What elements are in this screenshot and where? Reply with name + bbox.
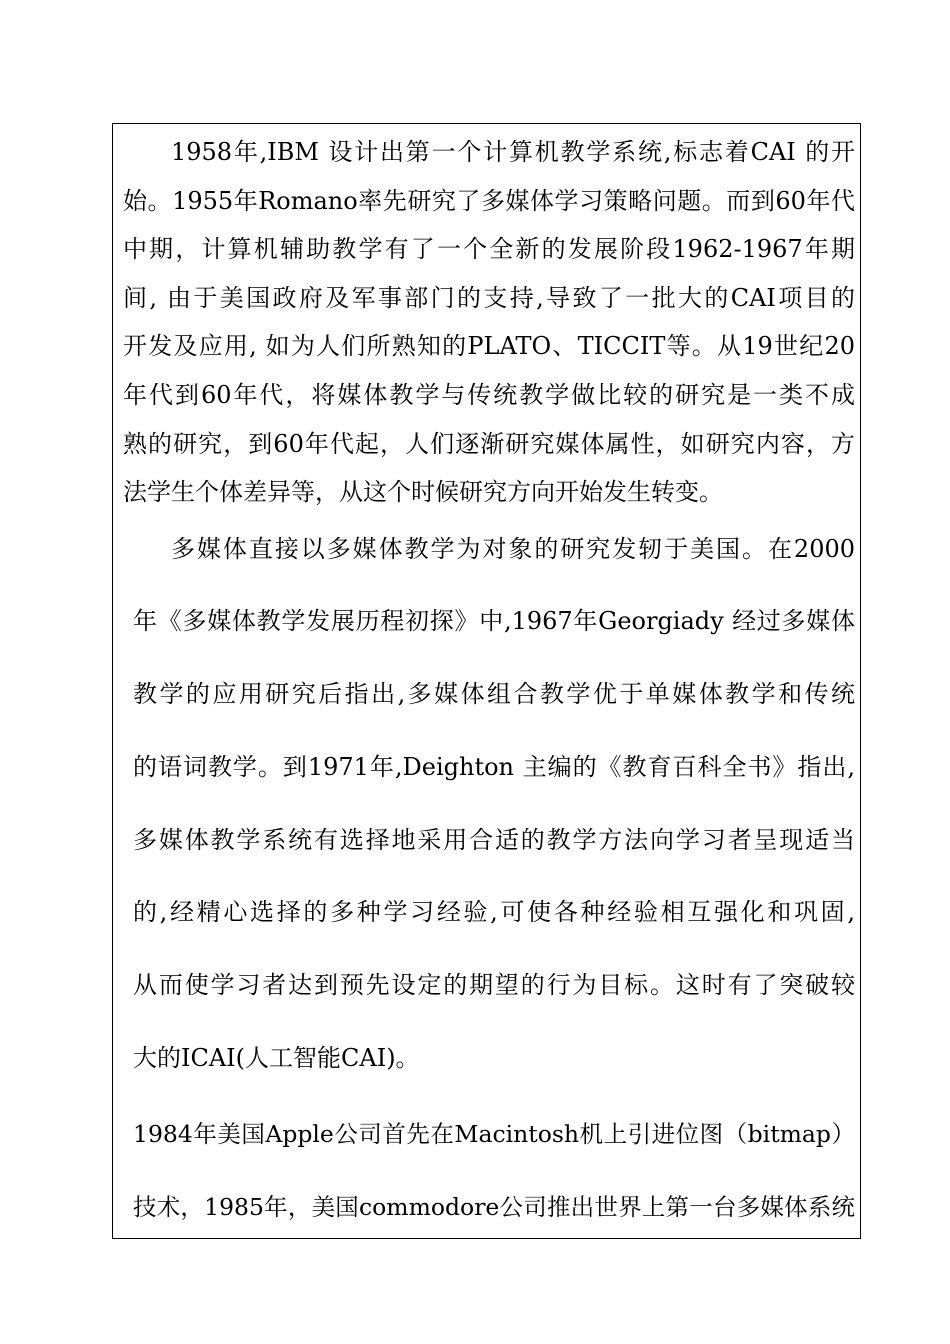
paragraph-1-line-5: 开发及应用, 如为人们所熟知的PLATO、TICCIT等。从19世纪20 bbox=[123, 332, 855, 360]
paragraph-1-line-8: 法学生个体差异等，从这个时候研究方向开始发生转变。 bbox=[123, 478, 723, 506]
text-frame bbox=[112, 123, 861, 1239]
paragraph-2-line-2: 年《多媒体教学发展历程初探》中,1967年Georgiady 经过多媒体 bbox=[133, 607, 855, 635]
paragraph-2-line-6: 的,经精心选择的多种学习经验,可使各种经验相互强化和巩固, bbox=[133, 898, 855, 926]
paragraph-1-line-1: 1958年,IBM 设计出第一个计算机教学系统,标志着CAI 的开 bbox=[171, 138, 855, 166]
paragraph-1-line-3: 中期，计算机辅助教学有了一个全新的发展阶段1962-1967年期 bbox=[123, 235, 855, 263]
paragraph-2-line-8: 大的ICAI(人工智能CAI)。 bbox=[133, 1044, 420, 1072]
paragraph-2-line-4: 的语词教学。到1971年,Deighton 主编的《教育百科全书》指出, bbox=[133, 753, 855, 781]
paragraph-2-line-3: 教学的应用研究后指出,多媒体组合教学优于单媒体教学和传统 bbox=[133, 680, 855, 708]
paragraph-2-line-5: 多媒体教学系统有选择地采用合适的教学方法向学习者呈现适当 bbox=[133, 826, 855, 854]
paragraph-1-line-4: 间, 由于美国政府及军事部门的支持,导致了一批大的CAI项目的 bbox=[123, 284, 855, 312]
paragraph-3-line-1: 1984年美国Apple公司首先在Macintosh机上引进位图（bitmap） bbox=[133, 1120, 855, 1148]
paragraph-2-line-1: 多媒体直接以多媒体教学为对象的研究发轫于美国。在2000 bbox=[171, 535, 855, 563]
paragraph-1-line-2: 始。1955年Romano率先研究了多媒体学习策略问题。而到60年代 bbox=[123, 187, 855, 215]
paragraph-2-line-7: 从而使学习者达到预先设定的期望的行为目标。这时有了突破较 bbox=[133, 971, 855, 999]
paragraph-3-line-2: 技术，1985年，美国commodore公司推出世界上第一台多媒体系统 bbox=[133, 1193, 855, 1221]
paragraph-1-line-7: 熟的研究，到60年代起，人们逐渐研究媒体属性，如研究内容，方 bbox=[123, 430, 855, 458]
paragraph-1-line-6: 年代到60年代，将媒体教学与传统教学做比较的研究是一类不成 bbox=[123, 381, 855, 409]
